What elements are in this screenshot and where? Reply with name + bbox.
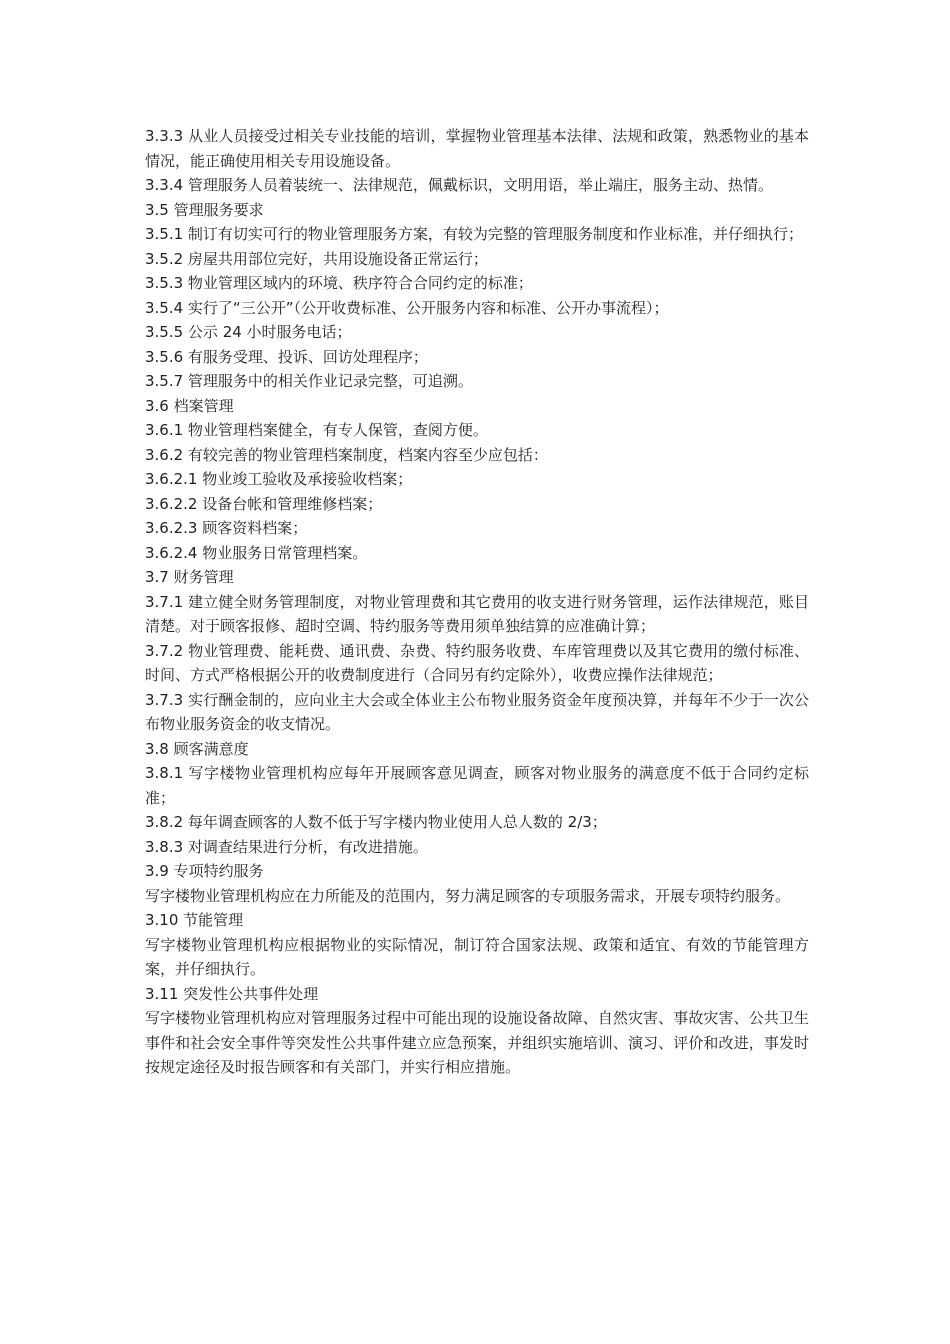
clause-3-6-2: 3.6.2 有较完善的物业管理档案制度，档案内容至少应包括： xyxy=(145,445,548,464)
clause-3-7-3: 3.7.3 实行酬金制的，应向业主大会或全体业主公布物业服务资金年度预决算，并每年不少于一次公布物业服务资金的收支情况。 xyxy=(145,690,809,733)
clause-3-5-4: 3.5.4 实行了“三公开”（公开收费标准、公开服务内容和标准、公开办事流程）； xyxy=(145,298,669,317)
section-heading-3-9: 3.9 专项特约服务 xyxy=(145,862,264,880)
section-3-11-body: 写字楼物业管理机构应对管理服务过程中可能出现的设施设备故障、自然灾害、事故灾害、公共卫生事件和社会安全事件等突发性公共事件建立应急预案，并组织实施培训、演习、评价和改进，事发时按规定途径及时报告顾客和有关部门，并实行相应措施。 xyxy=(145,1009,809,1076)
clause-3-6-2-4: 3.6.2.4 物业服务日常管理档案。 xyxy=(145,543,368,562)
clause-3-5-6: 3.5.6 有服务受理、投诉、回访处理程序； xyxy=(145,347,428,366)
section-heading-3-5: 3.5 管理服务要求 xyxy=(145,200,264,219)
section-heading-3-6: 3.6 档案管理 xyxy=(145,396,234,415)
clause-3-3-3: 3.3.3 从业人员接受过相关专业技能的培训，掌握物业管理基本法律、法规和政策，熟悉物业的基本情况，能正确使用相关专用设施设备。 xyxy=(145,127,809,170)
clause-3-5-2: 3.5.2 房屋共用部位完好，共用设施设备正常运行； xyxy=(145,249,488,268)
clause-3-6-2-1: 3.6.2.1 物业竣工验收及承接验收档案； xyxy=(145,470,413,488)
clause-3-6-2-3: 3.6.2.3 顾客资料档案； xyxy=(145,519,308,537)
clause-3-8-3: 3.8.3 对调查结果进行分析，有改进措施。 xyxy=(145,837,428,856)
clause-3-6-2-2: 3.6.2.2 设备台帐和管理维修档案； xyxy=(145,494,383,513)
document-body xyxy=(145,124,809,1080)
clause-3-5-5: 3.5.5 公示 24 小时服务电话； xyxy=(145,323,352,341)
section-heading-3-8: 3.8 顾客满意度 xyxy=(145,739,249,758)
section-3-10-body: 写字楼物业管理机构应根据物业的实际情况，制订符合国家法规、政策和适宜、有效的节能管理方案，并仔细执行。 xyxy=(145,935,809,978)
clause-3-5-1: 3.5.1 制订有切实可行的物业管理服务方案，有较为完整的管理服务制度和作业标准，并仔细执行； xyxy=(145,225,803,243)
clause-3-5-3: 3.5.3 物业管理区域内的环境、秩序符合合同约定的标准； xyxy=(145,274,533,292)
clause-3-5-7: 3.5.7 管理服务中的相关作业记录完整，可追溯。 xyxy=(145,372,473,390)
clause-3-6-1: 3.6.1 物业管理档案健全，有专人保管，查阅方便。 xyxy=(145,421,488,439)
section-heading-3-10: 3.10 节能管理 xyxy=(145,911,244,929)
clause-3-7-1: 3.7.1 建立健全财务管理制度，对物业管理费和其它费用的收支进行财务管理，运作法律规范，账目清楚。对于顾客报修、超时空调、特约服务等费用须单独结算的应准确计算； xyxy=(145,592,809,635)
clause-3-8-2: 3.8.2 每年调查顾客的人数不低于写字楼内物业使用人总人数的 2/3； xyxy=(145,813,607,831)
clause-3-8-1: 3.8.1 写字楼物业管理机构应每年开展顾客意见调查，顾客对物业服务的满意度不低于合同约定标准； xyxy=(145,764,809,807)
section-heading-3-11: 3.11 突发性公共事件处理 xyxy=(145,984,319,1003)
section-3-9-body: 写字楼物业管理机构应在力所能及的范围内，努力满足顾客的专项服务需求，开展专项特约服务。 xyxy=(145,886,791,905)
section-heading-3-7: 3.7 财务管理 xyxy=(145,568,234,586)
clause-3-7-2: 3.7.2 物业管理费、能耗费、通讯费、杂费、特约服务收费、车库管理费以及其它费用的缴付标准、时间、方式严格根据公开的收费制度进行（合同另有约定除外），收费应操作法律规范； xyxy=(145,641,809,684)
clause-3-3-4: 3.3.4 管理服务人员着装统一、法律规范，佩戴标识，文明用语，举止端庄，服务主动、热情。 xyxy=(145,176,773,194)
